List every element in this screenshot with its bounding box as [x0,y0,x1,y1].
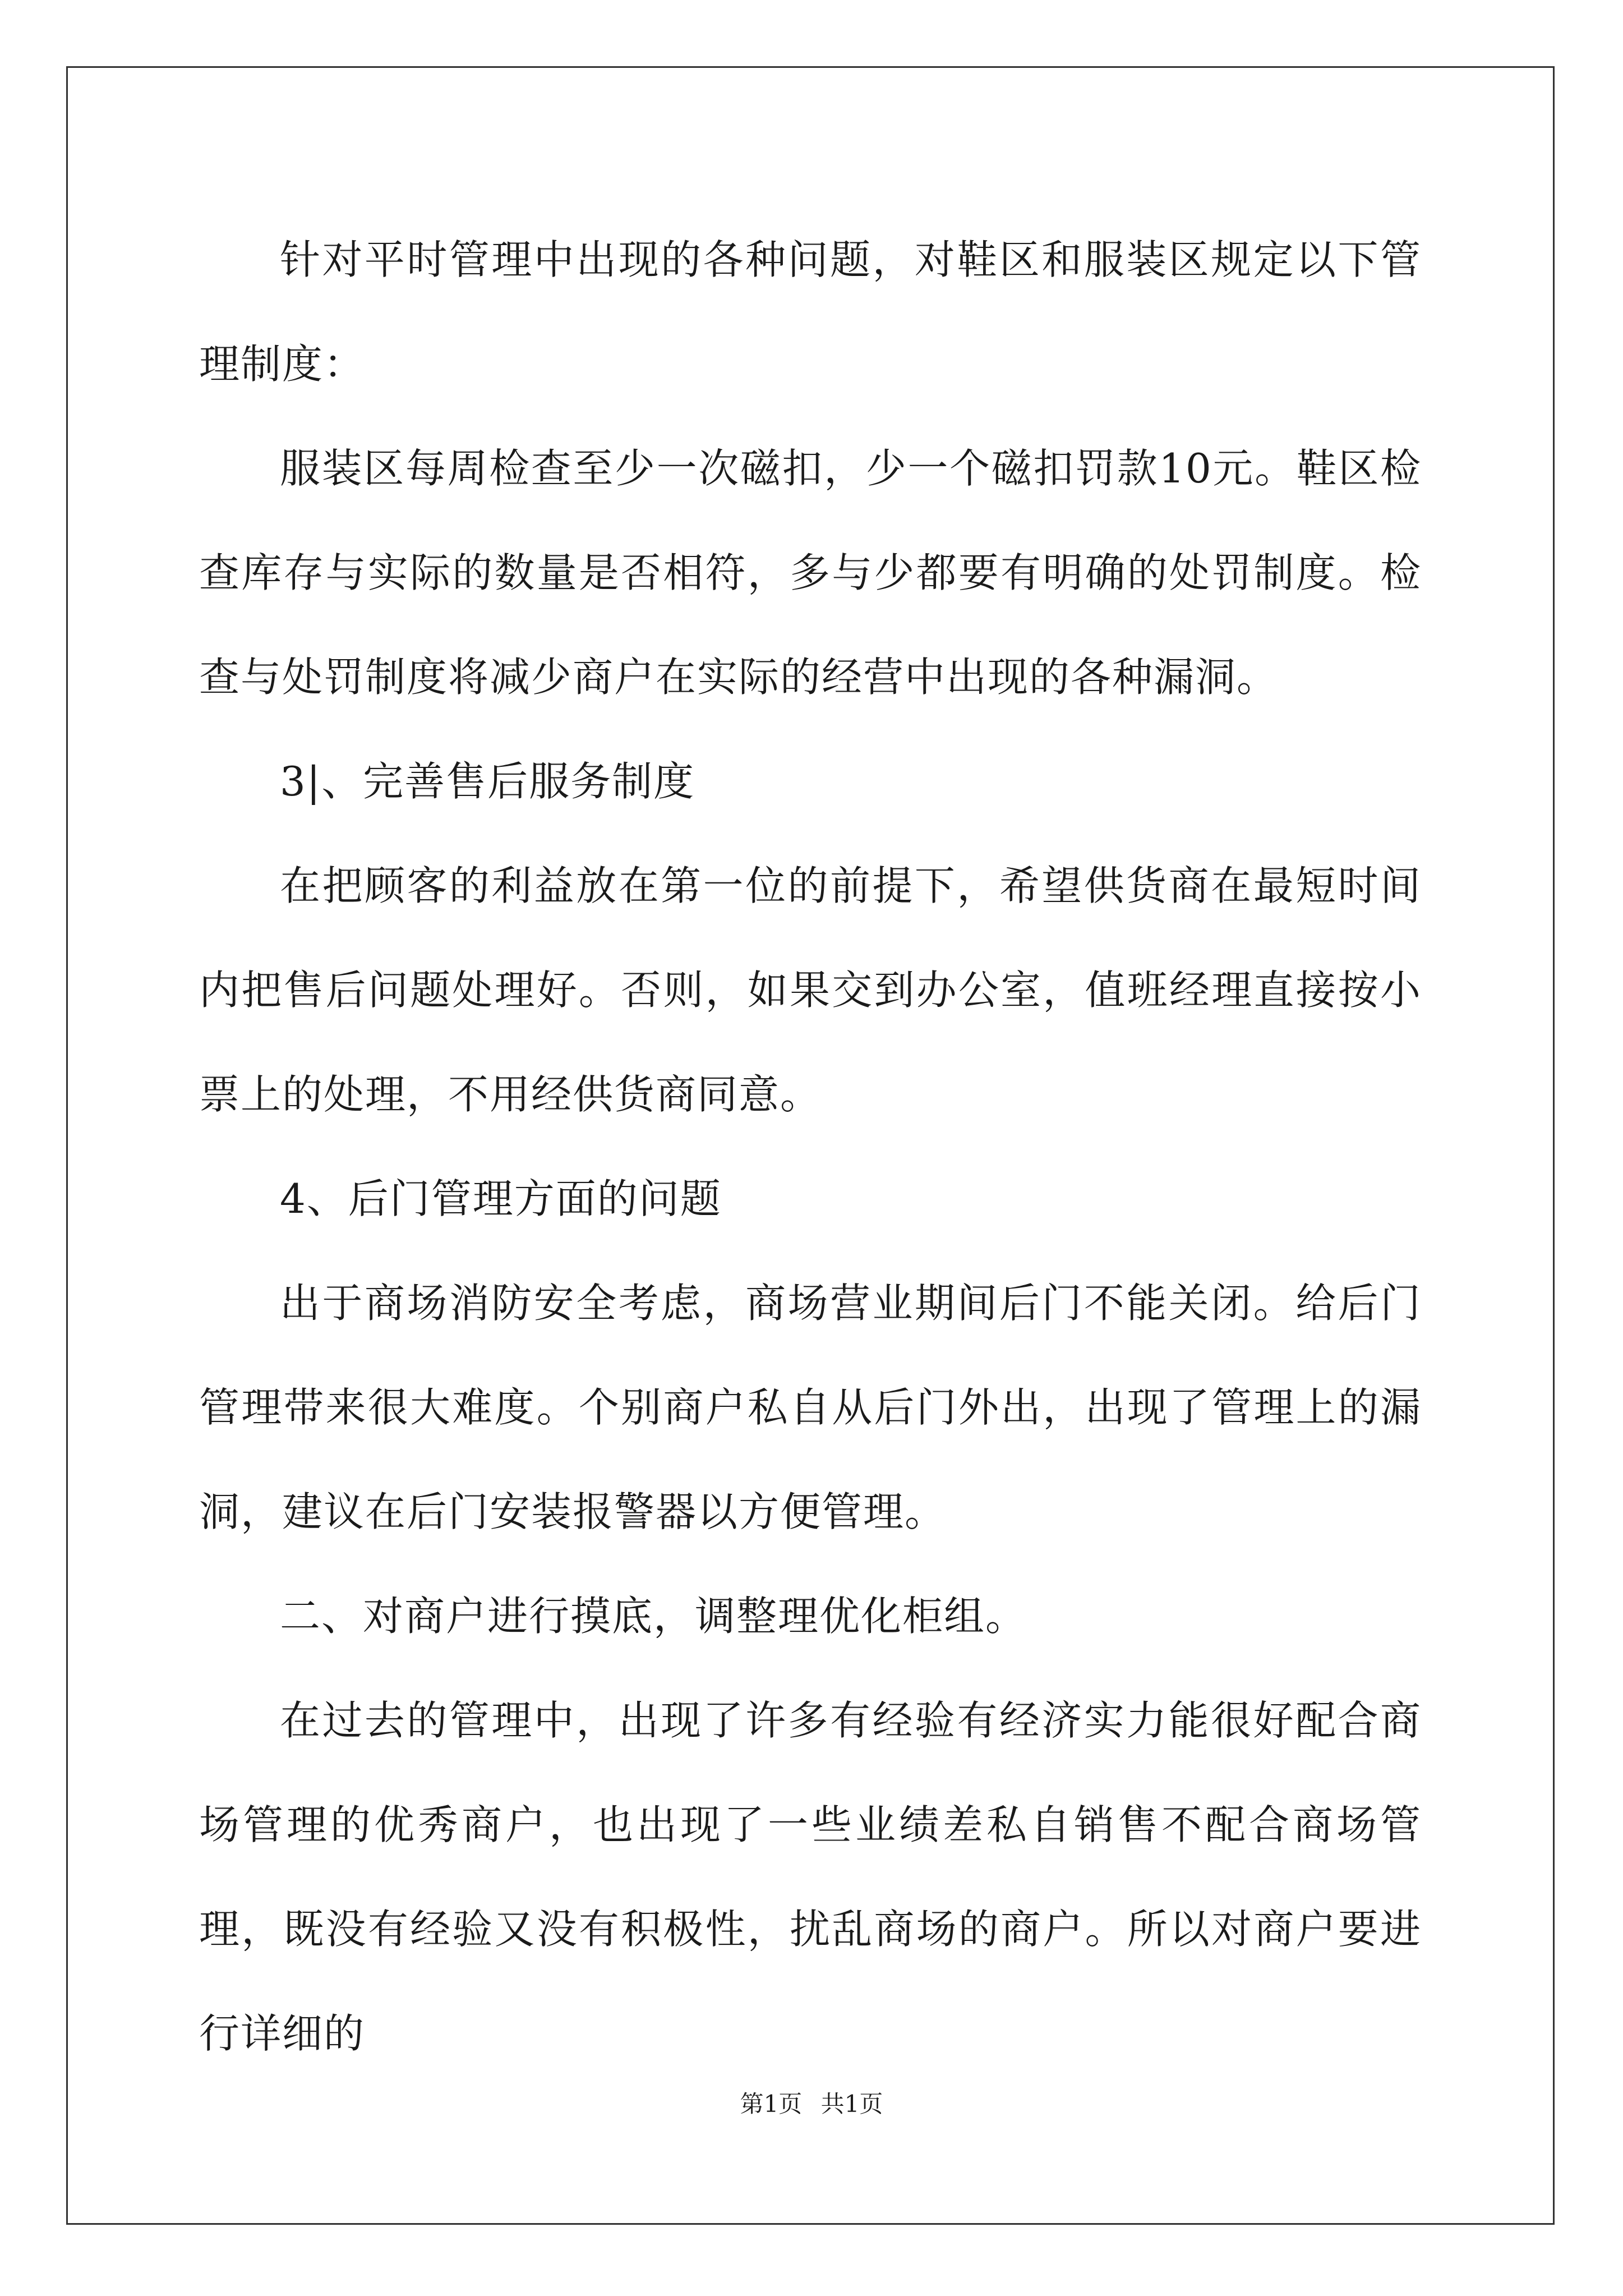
paragraph: 服装区每周检查至少一次磁扣，少一个磁扣罚款10元。鞋区检查库存与实际的数量是否相符，多与少都要有明确的处罚制度。检查与处罚制度将减少商户在实际的经营中出现的各种漏洞。 [199,445,1422,701]
section-heading: 4、后门管理方面的问题 [280,1175,722,1222]
document-body [199,208,1422,2086]
page-number: 第1页 [740,2090,803,2118]
paragraph: 针对平时管理中出现的各种问题，对鞋区和服装区规定以下管理制度： [199,236,1422,388]
section-heading: 二、对商户进行摸底，调整理优化柜组。 [280,1593,1027,1640]
paragraph: 出于商场消防安全考虑，商场营业期间后门不能关闭。给后门管理带来很大难度。个别商户私自从后门外出，出现了管理上的漏洞，建议在后门安装报警器以方便管理。 [199,1280,1422,1535]
paragraph: 在把顾客的利益放在第一位的前提下，希望供货商在最短时间内把售后问题处理好。否则，如果交到办公室，值班经理直接按小票上的处理，不用经供货商同意。 [199,862,1422,1118]
page-footer [0,2086,1623,2119]
page-total: 共1页 [820,2090,883,2118]
section-heading: 3|、完善售后服务制度 [280,758,695,805]
paragraph: 在过去的管理中，出现了许多有经验有经济实力能很好配合商场管理的优秀商户，也出现了一些业绩差私自销售不配合商场管理，既没有经验又没有积极性，扰乱商场的商户。所以对商户要进行详细的 [199,1697,1422,2057]
